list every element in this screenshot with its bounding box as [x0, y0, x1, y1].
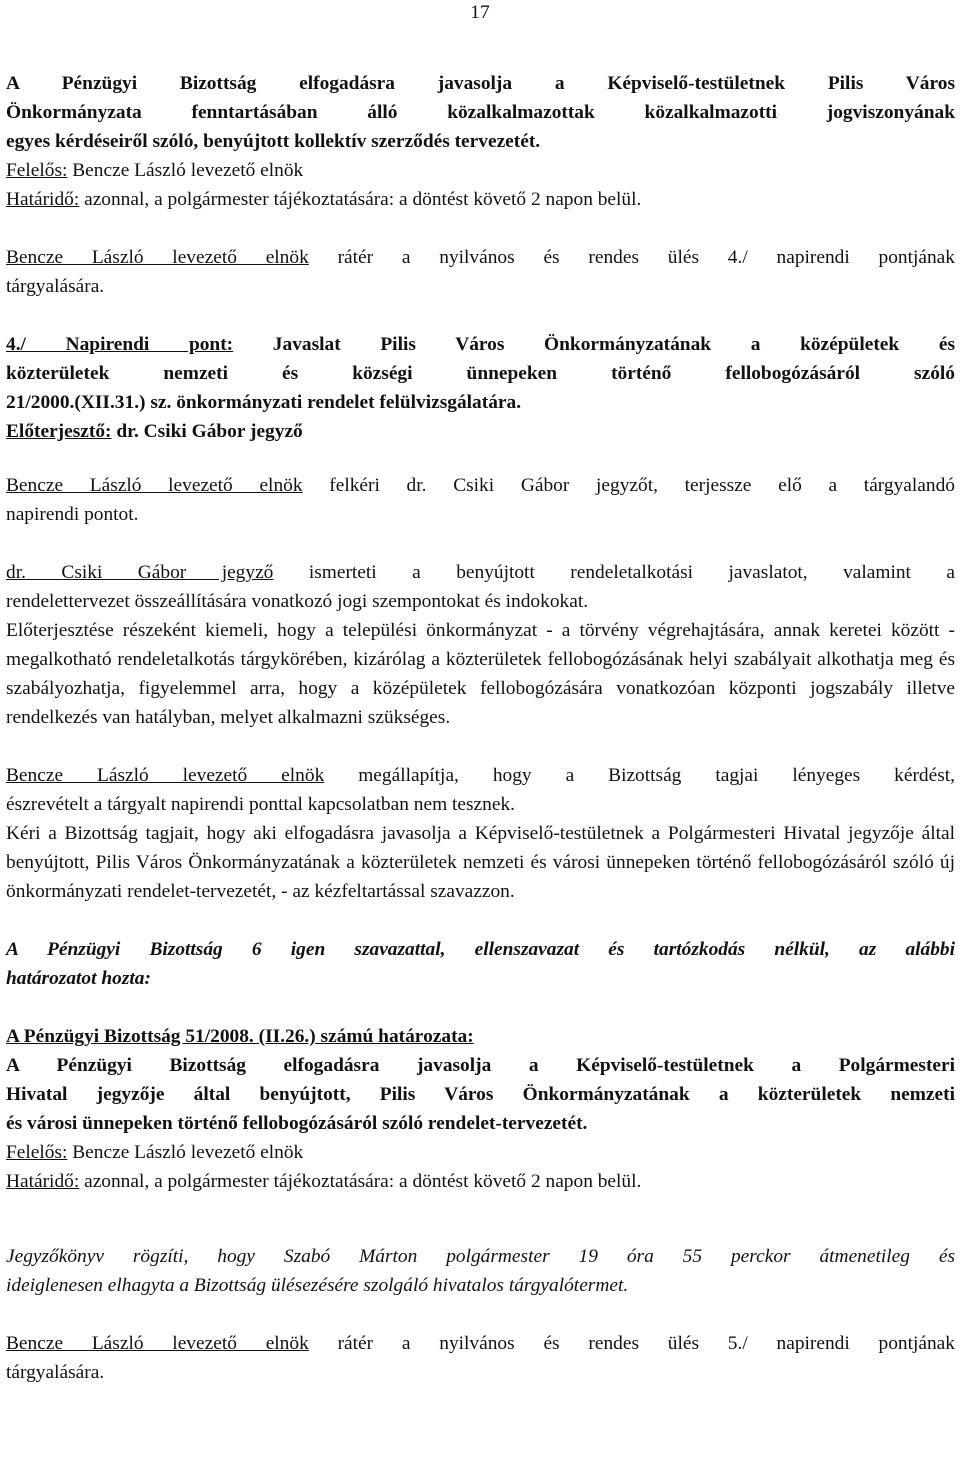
- vote-request: Kéri a Bizottság tagjait, hogy aki elfogadásra javasolja a Képviselő-testületnek a Polgármesteri Hivatal jegyzője által benyújtott, Pilis Város Önkormányzatának a közterületek nemzeti és városi ünnepeken történő fellobogózásáról szóló új önkormányzati rendelet-tervezetét, - az kézfeltartással szavazzon.: [6, 823, 955, 902]
- proposal-line: Önkormányzata fenntartásában álló közalkalmazottak közalkalmazotti jogviszonyának: [6, 102, 955, 123]
- finding-line: észrevételt a tárgyalt napirendi ponttal kapcsolatban nem tesznek.: [6, 794, 515, 815]
- presentation-paragraph: [6, 558, 955, 732]
- presenter-value: dr. Csiki Gábor jegyző: [111, 421, 303, 442]
- proposal-line: egyes kérdéseiről szóló, benyújtott kollektív szerződés tervezetét.: [6, 131, 541, 152]
- transition-line: Bencze László levezető elnök rátér a nyilvános és rendes ülés 4./ napirendi pontjának: [6, 247, 955, 268]
- vote-result-line: határozatot hozta:: [6, 968, 151, 989]
- deadline-line: [6, 1167, 955, 1196]
- deadline-line: [6, 185, 955, 214]
- chair-name: Bencze László levezető elnök: [6, 475, 303, 496]
- minutes-note: [6, 1242, 955, 1300]
- notary-name: dr. Csiki Gábor jegyző: [6, 562, 274, 583]
- transition-line: tárgyalására.: [6, 276, 105, 297]
- presentation-detail: Előterjesztése részeként kiemeli, hogy a települési önkormányzat - a törvény végrehajtására, annak keretei között - megalkotható rendeletalkotás tárgykörében, kizárólag a közterületek fellobogózásának helyi szabályait alkothatja meg és szabályozhatja, figyelemmel arra, hogy a középületek fellobogózására vonatkozóan központi jogszabály illetve rendelkezés van hatályban, melyet alkalmazni szükséges.: [6, 620, 955, 728]
- agenda-heading-line: 21/2000.(XII.31.) sz. önkormányzati rendelet felülvizsgálatára.: [6, 392, 522, 413]
- transition-line: tárgyalására.: [6, 1362, 105, 1383]
- resolution: [6, 1022, 955, 1196]
- responsible-label: Felelős:: [6, 1142, 68, 1163]
- responsible-value: Bencze László levezető elnök: [67, 160, 304, 181]
- proposal-line: A Pénzügyi Bizottság elfogadásra javasolja a Képviselő-testületnek Pilis Város: [6, 73, 955, 94]
- transition-agenda-5: [6, 1329, 955, 1387]
- resolution-line: és városi ünnepeken történő fellobogózásáról szóló rendelet-tervezetét.: [6, 1113, 588, 1134]
- responsible-line: [6, 156, 955, 185]
- page-number: 17: [470, 2, 490, 23]
- chair-name: Bencze László levezető elnök: [6, 765, 325, 786]
- finding-paragraph: [6, 761, 955, 906]
- deadline-label: Határidő:: [6, 1171, 80, 1192]
- resolution-title: A Pénzügyi Bizottság 51/2008. (II.26.) számú határozata:: [6, 1026, 474, 1047]
- minutes-note-line: ideiglenesen elhagyta a Bizottság ülésezésére szolgáló hivatalos tárgyalótermet.: [6, 1275, 629, 1296]
- resolution-line: Hivatal jegyzője által benyújtott, Pilis Város Önkormányzatának a közterületek nemzeti: [6, 1084, 955, 1105]
- deadline-label: Határidő:: [6, 189, 80, 210]
- agenda-heading-line: közterületek nemzeti és községi ünnepeken történő fellobogózásáról szóló: [6, 363, 955, 384]
- document-body: [6, 69, 955, 1387]
- agenda-item-4: [6, 330, 955, 446]
- vote-result-line: A Pénzügyi Bizottság 6 igen szavazattal, ellenszavazat és tartózkodás nélkül, az alábbi: [6, 939, 955, 960]
- transition-agenda-4: [6, 243, 955, 301]
- agenda-heading-line: [6, 330, 955, 359]
- minutes-note-line: Jegyzőkönyv rögzíti, hogy Szabó Márton polgármester 19 óra 55 perckor átmenetileg és: [6, 1246, 955, 1267]
- request-line: napirendi pontot.: [6, 504, 139, 525]
- agenda-title: Javaslat Pilis Város Önkormányzatának a középületek és: [233, 334, 955, 355]
- presenter-label: Előterjesztő:: [6, 421, 112, 442]
- vote-result: [6, 935, 955, 993]
- chair-name: Bencze László levezető elnök: [6, 1333, 309, 1354]
- committee-proposal: [6, 69, 955, 214]
- presentation-line: dr. Csiki Gábor jegyző ismerteti a benyújtott rendeletalkotási javaslatot, valamint a: [6, 562, 955, 583]
- deadline-value: azonnal, a polgármester tájékoztatására: a döntést követő 2 napon belül.: [79, 189, 642, 210]
- presenter-line: [6, 417, 955, 446]
- responsible-value: Bencze László levezető elnök: [67, 1142, 304, 1163]
- responsible-line: [6, 1138, 955, 1167]
- deadline-value: azonnal, a polgármester tájékoztatására: a döntést követő 2 napon belül.: [79, 1171, 642, 1192]
- presentation-line: rendelettervezet összeállítására vonatkozó jogi szempontokat és indokokat.: [6, 591, 589, 612]
- finding-line: Bencze László levezető elnök megállapítja, hogy a Bizottság tagjai lényeges kérdést,: [6, 765, 955, 786]
- request-paragraph: [6, 471, 955, 529]
- request-line: Bencze László levezető elnök felkéri dr. Csiki Gábor jegyzőt, terjessze elő a tárgyalandó: [6, 475, 955, 496]
- resolution-line: A Pénzügyi Bizottság elfogadásra javasolja a Képviselő-testületnek a Polgármesteri: [6, 1055, 955, 1076]
- agenda-number: 4.: [6, 334, 21, 355]
- agenda-label: / Napirendi pont:: [20, 334, 234, 355]
- transition-line: Bencze László levezető elnök rátér a nyilvános és rendes ülés 5./ napirendi pontjának: [6, 1333, 955, 1354]
- chair-name: Bencze László levezető elnök: [6, 247, 309, 268]
- responsible-label: Felelős:: [6, 160, 68, 181]
